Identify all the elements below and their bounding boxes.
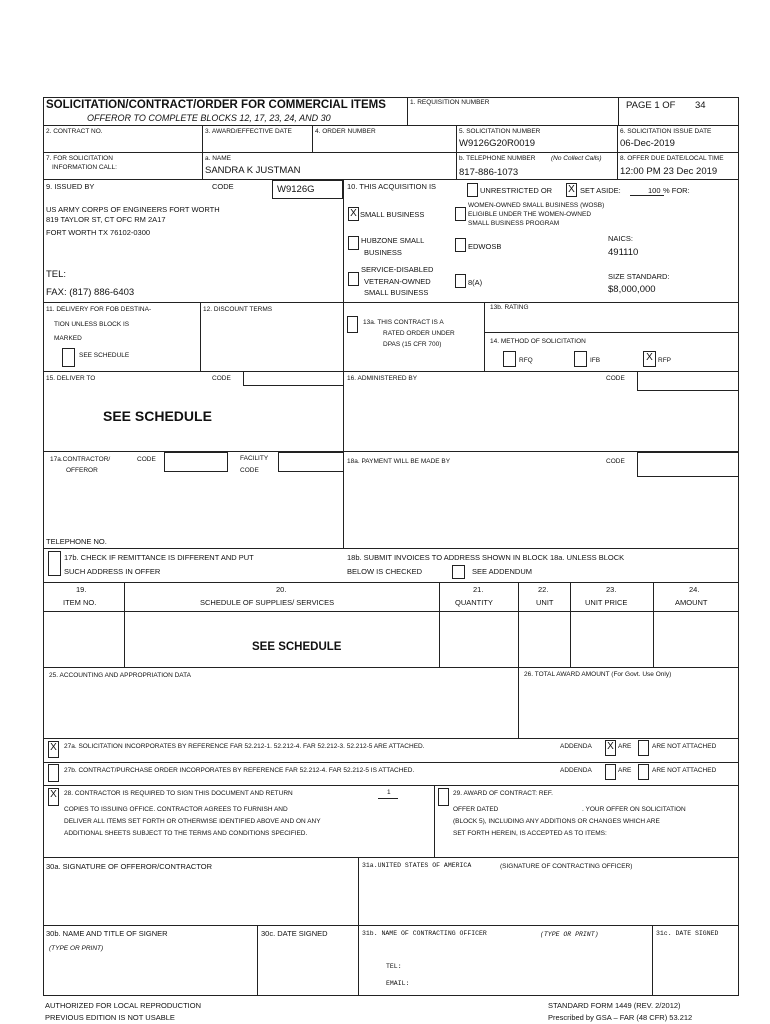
28-label-4: ADDITIONAL SHEETS SUBJECT TO THE TERMS AND CONDITIONS SPECIFIED. (64, 830, 308, 837)
issued-address-2: 819 TAYLOR ST, CT OFC RM 2A17 (46, 215, 166, 224)
award-date-label: 3. AWARD/EFFECTIVE DATE (205, 128, 292, 135)
name-title-type-note: (TYPE OR PRINT) (49, 945, 104, 952)
edwosb-checkbox[interactable] (455, 238, 466, 252)
rfq-label: RFQ (519, 357, 533, 364)
signature-offeror-label: 30a. SIGNATURE OF OFFEROR/CONTRACTOR (46, 862, 212, 871)
ifb-checkbox[interactable] (574, 351, 587, 367)
discount-terms-label: 12. DISCOUNT TERMS (203, 306, 273, 313)
remittance-label-2: SUCH ADDRESS IN OFFER (64, 567, 161, 576)
27b-not-checkbox[interactable] (638, 764, 649, 780)
phone-note: (No Collect Calls) (551, 155, 602, 162)
page-label: PAGE 1 OF (626, 100, 676, 111)
deliver-to-label: 15. DELIVER TO (46, 375, 96, 382)
sdvosb-label-2: VETERAN-OWNED (364, 277, 431, 286)
col-20-number: 20. (276, 585, 287, 594)
unrestricted-checkbox[interactable] (467, 183, 478, 197)
date-signed-31c-label: 31c. DATE SIGNED (656, 930, 719, 937)
wosb-label-2: ELIGIBLE UNDER THE WOMEN-OWNED (468, 211, 592, 218)
27a-label: 27a. SOLICITATION INCORPORATES BY REFERENCE FAR 52.212-1. 52.212-4. FAR 52.212-3. 52.212-5 ARE ATTACHED. (64, 743, 425, 750)
contractor-code-label: CODE (137, 456, 156, 463)
27a-checkbox[interactable]: X (48, 741, 59, 758)
sdvosb-label-1: SERVICE-DISABLED (361, 265, 434, 274)
29-label-1: 29. AWARD OF CONTRACT: REF. (453, 790, 553, 797)
issue-date-label: 6. SOLICITATION ISSUE DATE (620, 128, 712, 135)
hubzone-label-2: BUSINESS (364, 248, 402, 257)
contracting-officer-note: (TYPE OR PRINT) (540, 931, 599, 938)
phone-value: 817-886-1073 (459, 167, 519, 178)
remittance-checkbox[interactable] (48, 551, 61, 576)
footer-reproduction: AUTHORIZED FOR LOCAL REPRODUCTION (45, 1001, 201, 1010)
contractor-label-1: 17a.CONTRACTOR/ (50, 456, 111, 463)
accounting-label: 25. ACCOUNTING AND APPROPRIATION DATA (49, 672, 191, 679)
payment-label: 18a. PAYMENT WILL BE MADE BY (347, 458, 451, 465)
27b-are-checkbox[interactable] (605, 764, 616, 780)
signature-co-note: (SIGNATURE OF CONTRACTING OFFICER) (500, 863, 633, 870)
28-checkbox[interactable]: X (48, 788, 59, 806)
addendum-checkbox[interactable] (452, 565, 465, 579)
see-schedule-checkbox[interactable] (62, 348, 75, 367)
rfp-label: RFP (658, 357, 671, 364)
telephone-label: TELEPHONE NO. (46, 537, 107, 546)
issued-fax: FAX: (817) 886-6403 (46, 287, 135, 298)
issued-address-3: FORT WORTH TX 76102-0300 (46, 228, 151, 237)
rfq-checkbox[interactable] (503, 351, 516, 367)
form-title: SOLICITATION/CONTRACT/ORDER FOR COMMERCIAL ITEMS (46, 99, 386, 111)
col-amount: AMOUNT (675, 598, 708, 607)
col-schedule: SCHEDULE OF SUPPLIES/ SERVICES (200, 598, 335, 607)
form-subtitle: OFFEROR TO COMPLETE BLOCKS 12, 17, 23, 24, AND 30 (87, 113, 331, 123)
27b-addenda: ADDENDA (560, 767, 592, 774)
contractor-code-box[interactable] (164, 452, 228, 472)
28-label-1: 28. CONTRACTOR IS REQUIRED TO SIGN THIS DOCUMENT AND RETURN (64, 790, 293, 797)
payment-code-label: CODE (606, 458, 625, 465)
fob-label-2: TION UNLESS BLOCK IS (54, 321, 130, 328)
col-item-no: ITEM NO. (63, 598, 97, 607)
date-signed-30c-label: 30c. DATE SIGNED (261, 929, 328, 938)
eight-a-label: 8(A) (468, 278, 483, 287)
issue-date-value: 06-Dec-2019 (620, 138, 675, 149)
hubzone-label-1: HUBZONE SMALL (361, 236, 425, 245)
27b-checkbox[interactable] (48, 764, 59, 782)
co-tel-label: TEL: (386, 963, 402, 970)
contractor-label-2: OFFEROR (66, 467, 98, 474)
27a-not-checkbox[interactable] (638, 740, 649, 756)
footer-prescribed: Prescribed by GSA – FAR (48 CFR) 53.212 (548, 1013, 693, 1022)
sdvosb-checkbox[interactable] (348, 272, 359, 286)
due-date-label: 8. OFFER DUE DATE/LOCAL TIME (620, 155, 724, 162)
solicitation-number-label: 5. SOLICITATION NUMBER (459, 128, 541, 135)
facility-code-box[interactable] (278, 452, 344, 472)
naics-value: 491110 (608, 247, 639, 258)
solicitation-number-value: W9126G20R0019 (459, 138, 536, 149)
29-label-2: OFFER DATED (453, 806, 499, 813)
signature-usa-label: 31a.UNITED STATES OF AMERICA (362, 862, 472, 869)
col-unit-price: UNIT PRICE (585, 598, 628, 607)
27a-addenda: ADDENDA (560, 743, 592, 750)
unrestricted-label: UNRESTRICTED OR (480, 186, 553, 195)
29-label-2b: . YOUR OFFER ON SOLICITATION (582, 806, 686, 813)
hubzone-checkbox[interactable] (348, 236, 359, 250)
submit-invoices-label-1: 18b. SUBMIT INVOICES TO ADDRESS SHOWN IN BLOCK 18a. UNLESS BLOCK (347, 553, 625, 562)
small-business-checkbox[interactable]: X (348, 207, 359, 221)
dpas-label-1: 13a. THIS CONTRACT IS A (363, 319, 444, 326)
fob-label-3: MARKED (54, 335, 82, 342)
total-award-label: 26. TOTAL AWARD AMOUNT (For Govt. Use Only) (524, 671, 672, 678)
29-checkbox[interactable] (438, 788, 449, 806)
administered-by-label: 16. ADMINISTERED BY (347, 375, 418, 382)
remittance-label-1: 17b. CHECK IF REMITTANCE IS DIFFERENT AND PUT (64, 553, 254, 562)
sdvosb-label-3: SMALL BUSINESS (364, 288, 429, 297)
name-title-signer-label: 30b. NAME AND TITLE OF SIGNER (46, 929, 168, 938)
administered-code-box[interactable] (637, 371, 739, 391)
28-label-2: COPIES TO ISSUING OFFICE. CONTRACTOR AGREES TO FURNISH AND (64, 806, 288, 813)
co-email-label: EMAIL: (386, 980, 410, 987)
28-label-3: DELIVER ALL ITEMS SET FORTH OR OTHERWISE IDENTIFIED ABOVE AND ON ANY (64, 818, 321, 825)
issued-code-label: CODE (212, 182, 234, 191)
info-call-label-1: 7. FOR SOLICITATION (46, 155, 113, 162)
issued-address-1: US ARMY CORPS OF ENGINEERS FORT WORTH (46, 205, 220, 214)
facility-label-1: FACILITY (240, 455, 269, 462)
28-copies: 1 (387, 789, 391, 796)
issued-tel: TEL: (46, 269, 67, 280)
small-business-label: SMALL BUSINESS (360, 210, 425, 219)
issued-by-label: 9. ISSUED BY (46, 182, 95, 191)
edwosb-label: EDWOSB (468, 242, 502, 251)
col-22-number: 22. (538, 585, 549, 594)
set-aside-label: SET ASIDE: (580, 186, 621, 195)
ifb-label: IFB (590, 357, 601, 364)
contract-no-label: 2. CONTRACT NO. (46, 128, 103, 135)
deliver-code-box[interactable] (243, 371, 344, 386)
size-standard-label: SIZE STANDARD: (608, 272, 670, 281)
wosb-label-3: SMALL BUSINESS PROGRAM (468, 220, 560, 227)
see-schedule-label: SEE SCHEDULE (79, 352, 130, 359)
dpas-label-3: DPAS (15 CFR 700) (383, 341, 442, 348)
name-value: SANDRA K JUSTMAN (205, 165, 301, 176)
eight-a-checkbox[interactable] (455, 274, 466, 288)
dpas-label-2: RATED ORDER UNDER (383, 330, 455, 337)
administered-code-label: CODE (606, 375, 625, 382)
27a-are-checkbox[interactable]: X (605, 740, 616, 756)
schedule-see-schedule: SEE SCHEDULE (252, 641, 342, 653)
wosb-checkbox[interactable] (455, 207, 466, 221)
set-aside-checkbox[interactable]: X (566, 183, 577, 197)
fob-label-1: 11. DELIVERY FOR FOB DESTINA- (46, 306, 152, 313)
col-quantity: QUANTITY (455, 598, 493, 607)
requisition-number-label: 1. REQUISITION NUMBER (410, 99, 490, 106)
set-aside-percent: 100 (648, 186, 661, 195)
size-standard-value: $8,000,000 (608, 284, 656, 295)
29-label-3: (BLOCK 5), INCLUDING ANY ADDITIONS OR CHANGES WHICH ARE (453, 818, 660, 825)
info-call-label-2: INFORMATION CALL: (52, 164, 117, 171)
27a-are: ARE (618, 743, 632, 750)
27b-not-attached: ARE NOT ATTACHED (652, 767, 717, 774)
deliver-see-schedule: SEE SCHEDULE (103, 408, 212, 424)
method-label: 14. METHOD OF SOLICITATION (490, 338, 586, 345)
acquisition-label: 10. THIS ACQUISITION IS (347, 182, 437, 191)
issued-code-value: W9126G (277, 184, 315, 195)
set-aside-for: % FOR: (663, 186, 690, 195)
col-19-number: 19. (76, 585, 87, 594)
col-unit: UNIT (536, 598, 554, 607)
col-23-number: 23. (606, 585, 617, 594)
dpas-checkbox[interactable] (347, 316, 358, 333)
deliver-code-label: CODE (212, 375, 231, 382)
addendum-label: SEE ADDENDUM (472, 567, 533, 576)
submit-invoices-label-2: BELOW IS CHECKED (347, 567, 423, 576)
payment-code-box[interactable] (637, 452, 739, 477)
rfp-checkbox[interactable]: X (643, 351, 656, 367)
27a-not-attached: ARE NOT ATTACHED (652, 743, 717, 750)
due-date-value: 12:00 PM 23 Dec 2019 (620, 166, 718, 177)
phone-label: b. TELEPHONE NUMBER (459, 155, 536, 162)
27b-label: 27b. CONTRACT/PURCHASE ORDER INCORPORATES BY REFERENCE FAR 52.212-4. FAR 52.212-5 IS ATTACHED. (64, 767, 415, 774)
27b-are: ARE (618, 767, 632, 774)
footer-form-number: STANDARD FORM 1449 (REV. 2/2012) (548, 1001, 681, 1010)
naics-label: NAICS: (608, 234, 634, 243)
rating-label: 13b. RATING (490, 304, 529, 311)
order-number-label: 4. ORDER NUMBER (315, 128, 376, 135)
page-total: 34 (695, 100, 706, 111)
footer-previous-edition: PREVIOUS EDITION IS NOT USABLE (45, 1013, 175, 1022)
name-label: a. NAME (205, 155, 232, 162)
wosb-label-1: WOMEN-OWNED SMALL BUSINESS (WOSB) (468, 202, 605, 209)
col-24-number: 24. (689, 585, 700, 594)
29-label-4: SET FORTH HEREIN, IS ACCEPTED AS TO ITEMS: (453, 830, 607, 837)
contracting-officer-label: 31b. NAME OF CONTRACTING OFFICER (362, 930, 487, 937)
col-21-number: 21. (473, 585, 484, 594)
facility-label-2: CODE (240, 467, 259, 474)
